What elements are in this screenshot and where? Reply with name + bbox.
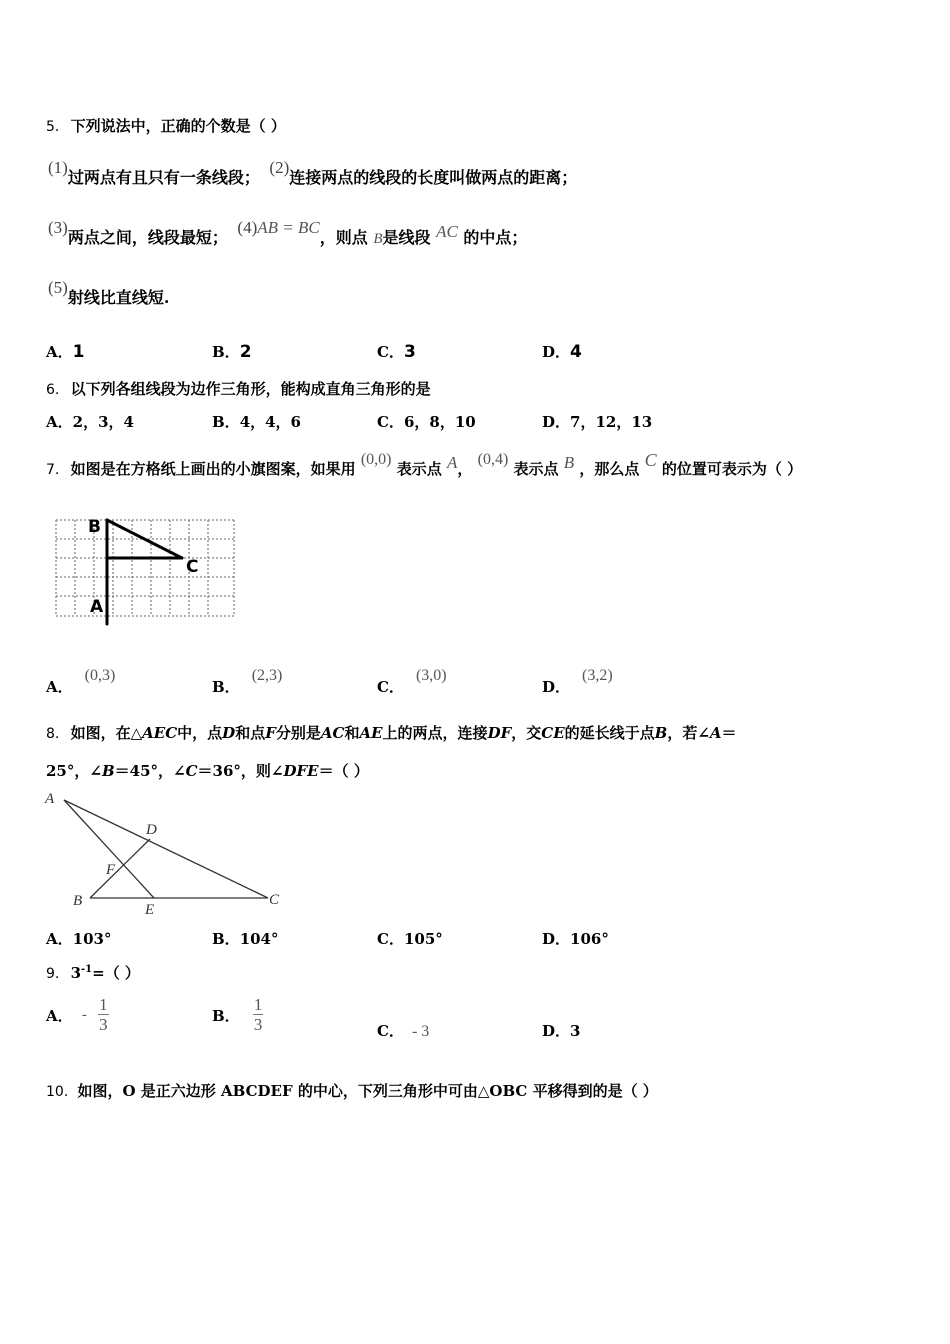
q5-s2-text: 连接两点的线段的长度叫做两点的距离； xyxy=(289,168,578,187)
q9-number: 9. xyxy=(46,966,60,982)
q9-option-d xyxy=(542,1020,580,1041)
q10-stem xyxy=(46,1080,658,1101)
q8-var: F xyxy=(265,724,276,742)
option-label: D． xyxy=(542,930,571,948)
q8-text: ，若∠ xyxy=(667,724,710,742)
q8-text: 上的两点，连接 xyxy=(382,724,488,742)
q8-stem-line-2 xyxy=(46,760,369,781)
q8-option-b xyxy=(212,928,279,949)
option-label: C． xyxy=(377,413,404,431)
q7-option-c xyxy=(377,667,447,697)
q5-statement-1 xyxy=(48,158,578,188)
q8-var: B xyxy=(101,762,115,780)
option-value: 4 xyxy=(570,342,582,362)
q8-var: AEC xyxy=(142,724,178,742)
option-value: 4，4，6 xyxy=(239,413,301,431)
q6-option-d xyxy=(542,411,652,432)
q5-text: 下列说法中，正确的个数是（ ） xyxy=(70,117,286,135)
q8-text: 的延长线于点 xyxy=(564,724,655,742)
fraction-denominator: 3 xyxy=(253,1015,263,1034)
q7-option-b xyxy=(212,667,283,697)
option-label: D． xyxy=(542,343,571,361)
q5-s5-text: 射线比直线短. xyxy=(67,288,170,307)
q8-label-e: E xyxy=(145,902,155,918)
option-label: C． xyxy=(377,1022,404,1040)
option-value: 2 xyxy=(239,342,252,362)
option-sign: - xyxy=(81,1007,87,1023)
option-label: A． xyxy=(46,1007,73,1025)
q9-option-c xyxy=(377,1020,429,1041)
q8-label-d: D xyxy=(146,822,157,838)
option-value: 7，12，13 xyxy=(570,413,653,431)
option-label: C． xyxy=(377,930,404,948)
q5-s4-segment: AC xyxy=(436,222,458,241)
option-value: 2，3，4 xyxy=(72,413,134,431)
q8-var: B xyxy=(654,724,668,742)
q8-text: 分别是 xyxy=(275,724,321,742)
q9-option-a-fraction xyxy=(98,996,109,1035)
q5-statement-3 xyxy=(48,218,528,248)
q6-number: 6. xyxy=(46,382,60,398)
option-label: B． xyxy=(212,343,240,361)
option-label: C． xyxy=(377,343,404,361)
q8-var: DF xyxy=(487,724,512,742)
q8-line-bd xyxy=(90,839,150,898)
option-value: 3 xyxy=(570,1022,581,1040)
q8-text: 中，点 xyxy=(177,724,223,742)
q5-s4-mark: (4) xyxy=(237,218,258,237)
q8-option-d xyxy=(542,928,609,949)
q8-text: ＝36°，则∠ xyxy=(197,762,284,780)
fraction-numerator: 1 xyxy=(253,995,263,1014)
option-value: 6，8，10 xyxy=(403,413,476,431)
q10-number: 10. xyxy=(46,1084,69,1100)
q8-var: A xyxy=(709,724,722,742)
q7-text-d: ，那么点 xyxy=(579,460,640,478)
q8-text: ，交 xyxy=(511,724,542,742)
q5-s1-mark: (1) xyxy=(48,158,68,177)
q7-point-c: C xyxy=(644,450,657,470)
q8-text: 25°，∠ xyxy=(46,762,102,780)
q5-option-c xyxy=(377,341,416,362)
q5-statement-5 xyxy=(48,278,170,308)
q7-number: 7. xyxy=(46,462,60,478)
option-label: B． xyxy=(212,678,240,696)
q8-label-f: F xyxy=(106,862,116,878)
q5-s4-point: B xyxy=(373,231,383,247)
q7-option-a xyxy=(46,667,116,697)
q8-label-b: B xyxy=(73,893,83,909)
q8-text: ＝（ ） xyxy=(318,762,369,780)
q7-comma: ， xyxy=(457,460,473,478)
q7-label-c: C xyxy=(186,557,199,577)
option-label: A． xyxy=(46,343,73,361)
q5-s5-mark: (5) xyxy=(48,278,68,297)
q5-s2-mark: (2) xyxy=(269,158,290,177)
option-label: A． xyxy=(46,413,73,431)
q7-stem xyxy=(46,450,803,479)
q6-option-a xyxy=(46,411,134,432)
q5-s4-end: 的中点； xyxy=(463,228,528,247)
q7-flag-edge-bc xyxy=(107,520,182,558)
q8-option-a xyxy=(46,928,111,949)
q7-grid xyxy=(56,520,234,616)
fraction-denominator: 3 xyxy=(99,1015,108,1034)
q8-label-c: C xyxy=(269,892,280,908)
q9-option-b xyxy=(212,996,263,1035)
q6-stem xyxy=(46,378,431,399)
q8-text: ＝45°，∠ xyxy=(114,762,186,780)
option-value: (2,3) xyxy=(251,667,283,684)
q8-var: AC xyxy=(320,724,345,742)
option-label: B． xyxy=(212,1007,240,1025)
q5-s3-mark: (3) xyxy=(48,218,68,237)
q8-triangle-figure xyxy=(40,788,290,920)
option-value: 105° xyxy=(403,930,443,948)
option-label: D． xyxy=(542,678,571,696)
option-value: 104° xyxy=(239,930,279,948)
option-label: D． xyxy=(542,1022,571,1040)
q5-s1-text: 过两点有且只有一条线段； xyxy=(67,168,260,187)
q7-point-b: B xyxy=(563,453,575,472)
option-label: B． xyxy=(212,413,240,431)
q7-flag-figure xyxy=(50,512,240,632)
q8-label-a: A xyxy=(45,791,55,807)
option-label: A． xyxy=(46,930,73,948)
q8-text: 如图，在△ xyxy=(70,724,143,742)
q9-base: 3 xyxy=(70,964,82,982)
option-label: C． xyxy=(377,678,404,696)
q6-option-c xyxy=(377,411,476,432)
q5-s4-math: AB = BC xyxy=(257,218,320,237)
q8-text: 和 xyxy=(344,724,360,742)
q8-text: ＝ xyxy=(721,724,737,742)
q7-text-e: 的位置可表示为（ ） xyxy=(661,460,803,478)
q8-var: D xyxy=(222,724,236,742)
q9-exponent: -1 xyxy=(81,964,93,975)
q8-var: AE xyxy=(359,724,383,742)
q9-text: =（ ） xyxy=(92,964,140,982)
q7-option-d xyxy=(542,667,613,697)
q5-s3-text: 两点之间，线段最短； xyxy=(67,228,228,247)
fraction-numerator: 1 xyxy=(99,995,108,1014)
option-value: 106° xyxy=(570,930,609,948)
q8-stem-line-1 xyxy=(46,722,737,743)
q6-option-b xyxy=(212,411,301,432)
q9-option-b-fraction xyxy=(253,996,264,1035)
option-label: D． xyxy=(542,413,571,431)
q7-coord-b: (0,4) xyxy=(477,451,509,468)
option-value: (3,2) xyxy=(582,667,613,684)
option-value: - 3 xyxy=(411,1023,430,1040)
q8-var: CE xyxy=(541,724,565,742)
q7-text-b: 表示点 xyxy=(396,460,442,478)
q7-text-c: 表示点 xyxy=(513,460,559,478)
q7-label-b: B xyxy=(88,517,101,537)
q5-s4-mid: ，则点 xyxy=(319,228,368,247)
q5-option-b xyxy=(212,341,252,362)
q6-text: 以下列各组线段为边作三角形，能构成直角三角形的是 xyxy=(70,380,431,398)
q8-var: DFE xyxy=(283,762,319,780)
option-value: 1 xyxy=(72,342,85,362)
q5-s4-mid2: 是线段 xyxy=(382,228,431,247)
q7-coord-a: (0,0) xyxy=(360,451,392,468)
q9-stem xyxy=(46,962,140,983)
q8-option-c xyxy=(377,928,443,949)
option-label: B． xyxy=(212,930,240,948)
q8-text: 和点 xyxy=(235,724,266,742)
q5-option-a xyxy=(46,341,84,362)
q5-stem xyxy=(46,115,286,136)
q7-point-a: A xyxy=(446,453,458,472)
q5-option-d xyxy=(542,341,582,362)
option-label: A． xyxy=(46,678,73,696)
option-value: 3 xyxy=(403,342,416,362)
q10-text: 如图，O 是正六边形 ABCDEF 的中心，下列三角形中可由△OBC 平移得到的是（ ） xyxy=(77,1082,658,1100)
q9-option-a xyxy=(46,996,109,1035)
q8-line-ac xyxy=(64,800,268,898)
option-value: (3,0) xyxy=(415,667,447,684)
q7-text-a: 如图是在方格纸上画出的小旗图案，如果用 xyxy=(70,460,356,478)
q8-var: C xyxy=(185,762,198,780)
option-value: 103° xyxy=(72,930,112,948)
q7-label-a: A xyxy=(90,597,104,617)
q8-number: 8. xyxy=(46,726,60,742)
q5-number: 5. xyxy=(46,119,60,135)
option-value: (0,3) xyxy=(84,667,116,684)
